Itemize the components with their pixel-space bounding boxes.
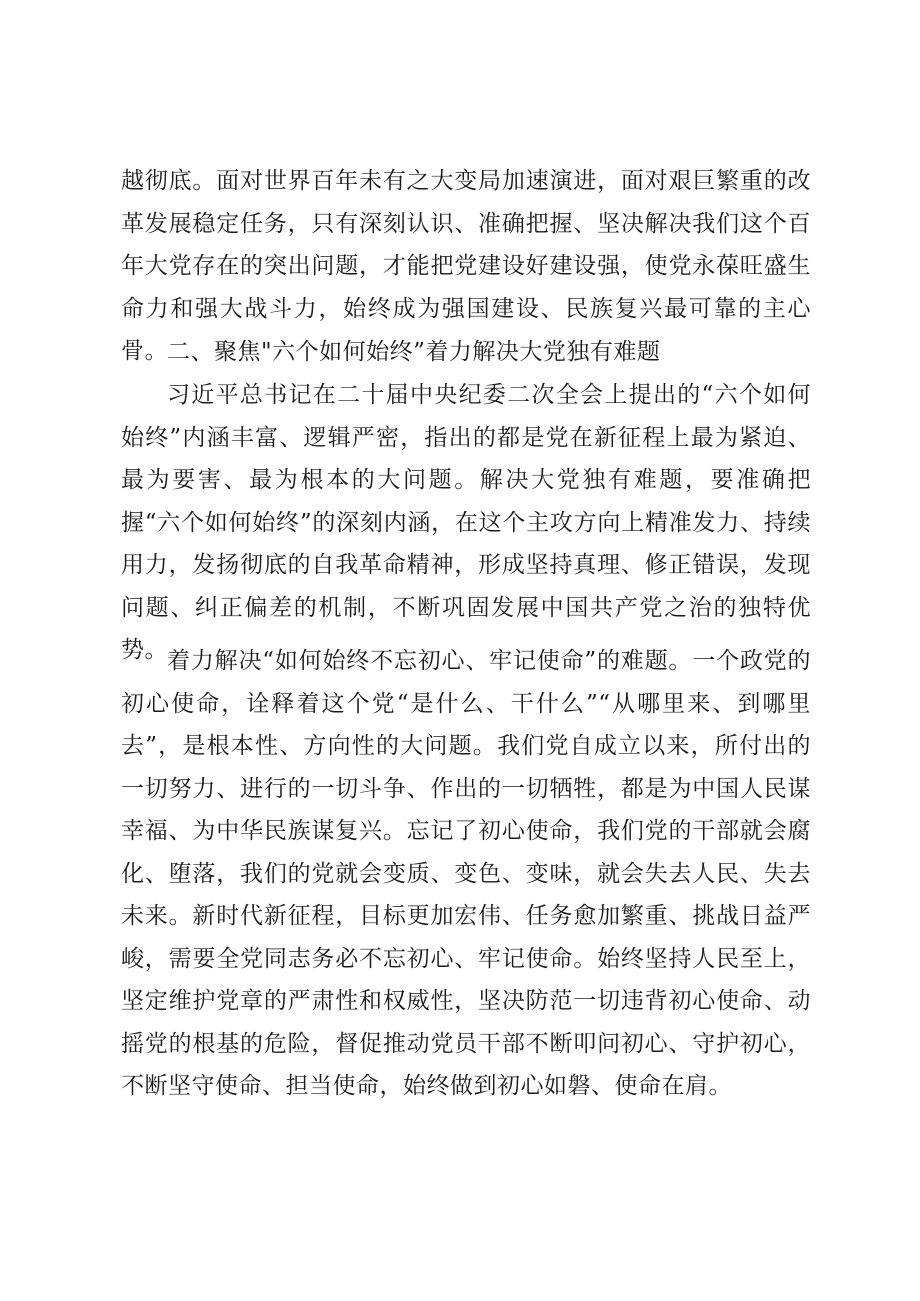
paragraph-intro: 习近平总书记在二十届中央纪委二次全会上提出的“六个如何始终”内涵丰富、逻辑严密，指出的都是党在新征程上最为紧迫、最为要害、最为根本的大问题。解决大党独有难题，要准确把握“六个如何始终”的深刻内涵，在这个主攻方向上精准发力、持续用力，发扬彻底的自我革命精神，形成坚持真理、修正错误，发现问题、纠正偏差的机制，不断巩固发展中国共产党之治的独特优势。 xyxy=(121,382,811,663)
section-heading: 二、聚焦"六个如何始终”着力解决大党独有难题 xyxy=(167,339,661,365)
paragraph-mission: 着力解决“如何始终不忘初心、牢记使命”的难题。一个政党的初心使命，诠释着这个党“是什么、干什么”“从哪里来、到哪里去”，是根本性、方向性的大问题。我们党自成立以来，所付出的一切努力、进行的一切斗争、作出的一切牺牲，都是为中国人民谋幸福、为中华民族谋复兴。忘记了初心使命，我们党的干部就会腐化、堕落，我们的党就会变质、变色、变味，就会失去人民、失去未来。新时代新征程，目标更加宏伟、任务愈加繁重、挑战日益严峻，需要全党同志务必不忘初心、牢记使命。始终坚持人民至上，坚定维护党章的严肃性和权威性，坚决防范一切违背初心使命、动摇党的根基的危险，督促推动党员干部不断叩问初心、守护初心，不断坚守使命、担当使命，始终做到初心如磐、使命在肩。 xyxy=(121,648,811,1099)
paragraph-continuation: 越彻底。面对世界百年未有之大变局加速演进，面对艰巨繁重的改革发展稳定任务，只有深刻认识、准确把握、坚决解决我们这个百年大党存在的突出问题，才能把党建设好建设强，使党永葆旺盛生命力和强大战斗力，始终成为强国建设、民族复兴最可靠的主心骨。 xyxy=(121,168,811,364)
